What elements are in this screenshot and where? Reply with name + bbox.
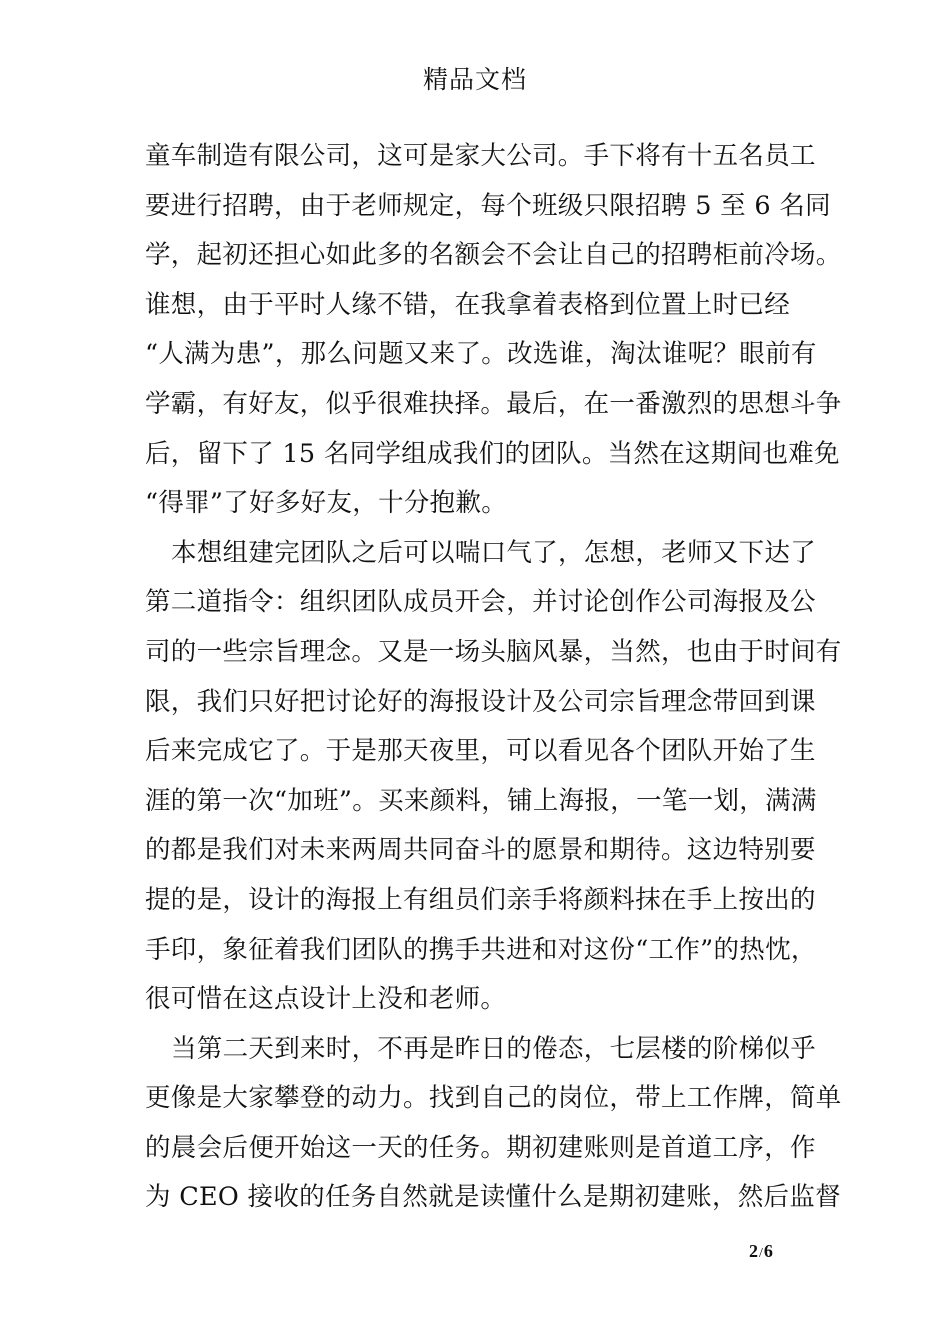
text-line: 限，我们只好把讨论好的海报设计及公司宗旨理念带回到课 (145, 686, 816, 717)
text-line: 为 CEO 接收的任务自然就是读懂什么是期初建账，然后监督 (145, 1182, 841, 1213)
text-line: 要进行招聘，由于老师规定，每个班级只限招聘 5 至 6 名同 (145, 190, 831, 221)
document-body (145, 132, 842, 1223)
current-page-number: 2 (749, 1241, 758, 1261)
text-line: 后，留下了 15 名同学组成我们的团队。当然在这期间也难免 (145, 438, 840, 469)
text-line: “人满为患”，那么问题又来了。改选谁，淘汰谁呢？眼前有 (145, 339, 817, 370)
paragraph-start-line: 当第二天到来时，不再是昨日的倦态，七层楼的阶梯似乎 (171, 1033, 817, 1064)
paragraph-start-line: 本想组建完团队之后可以喘口气了，怎想，老师又下达了 (171, 537, 817, 568)
text-line: 学霸，有好友，似乎很难抉择。最后，在一番激烈的思想斗争 (145, 388, 842, 419)
text-line: 的都是我们对未来两周共同奋斗的愿景和期待。这边特别要 (145, 835, 816, 866)
page-number (749, 1238, 773, 1267)
total-pages-number: 6 (763, 1241, 773, 1261)
text-line: 谁想，由于平时人缘不错，在我拿着表格到位置上时已经 (145, 289, 791, 320)
text-line: 提的是，设计的海报上有组员们亲手将颜料抹在手上按出的 (145, 884, 816, 915)
text-line: 手印，象征着我们团队的携手共进和对这份“工作”的热忱， (145, 934, 817, 965)
text-line: 很可惜在这点设计上没和老师。 (145, 984, 507, 1015)
text-line: 第二道指令：组织团队成员开会，并讨论创作公司海报及公 (145, 587, 816, 618)
text-line: 学，起初还担心如此多的名额会不会让自己的招聘柜前冷场。 (145, 240, 842, 271)
text-line: 司的一些宗旨理念。又是一场头脑风暴，当然，也由于时间有 (145, 636, 842, 667)
text-line: 的晨会后便开始这一天的任务。期初建账则是首道工序，作 (145, 1132, 816, 1163)
text-line: 后来完成它了。于是那天夜里，可以看见各个团队开始了生 (145, 736, 816, 767)
document-header-title: 精品文档 (422, 65, 527, 94)
page-separator: / (759, 1246, 763, 1261)
text-line: 童车制造有限公司，这可是家大公司。手下将有十五名员工 (145, 141, 816, 171)
text-line: 涯的第一次“加班”。买来颜料，铺上海报，一笔一划，满满 (145, 785, 817, 816)
text-line: 更像是大家攀登的动力。找到自己的岗位，带上工作牌，简单 (145, 1083, 842, 1114)
text-line: “得罪”了好多好友，十分抱歉。 (145, 488, 508, 519)
